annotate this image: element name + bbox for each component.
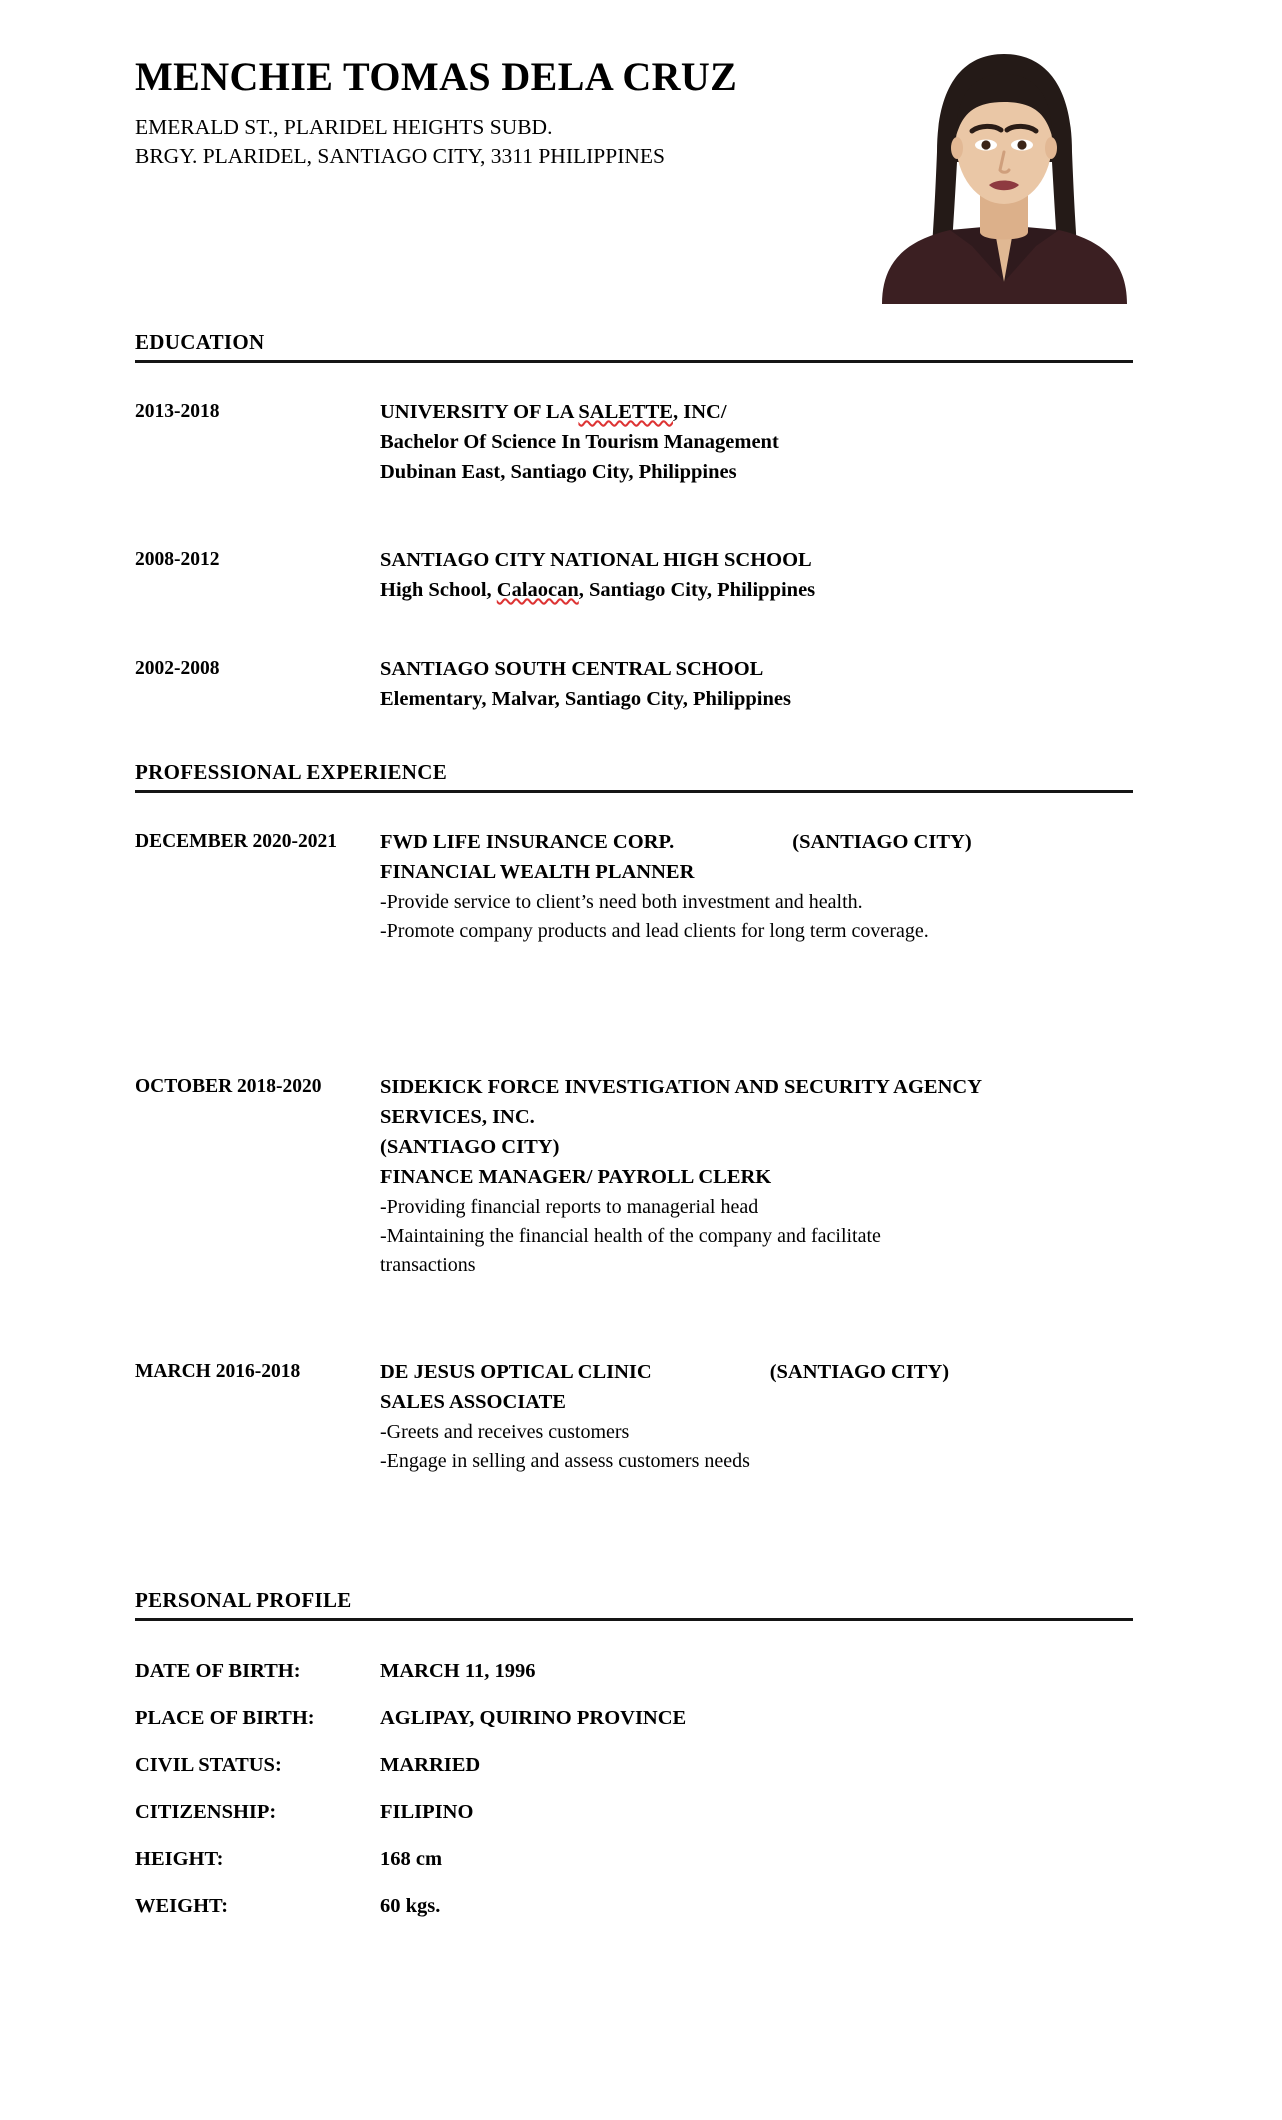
profile-value: MARCH 11, 1996 bbox=[380, 1660, 536, 1682]
education-institution bbox=[380, 398, 1145, 428]
section-professional-experience bbox=[135, 760, 1133, 793]
page-title: MENCHIE TOMAS DELA CRUZ bbox=[135, 54, 738, 99]
experience-duty: -Provide service to client’s need both investment and health. bbox=[380, 890, 863, 913]
education-entry bbox=[135, 398, 1145, 488]
profile-value: 168 cm bbox=[380, 1848, 443, 1870]
education-degree: Bachelor Of Science In Tourism Management bbox=[380, 430, 779, 453]
spellcheck-word: SALETTE bbox=[578, 401, 673, 423]
profile-label: WEIGHT: bbox=[135, 1895, 229, 1917]
profile-label: DATE OF BIRTH: bbox=[135, 1660, 301, 1682]
profile-row bbox=[135, 1799, 1035, 1826]
education-institution: SANTIAGO CITY NATIONAL HIGH SCHOOL bbox=[380, 549, 812, 571]
experience-company bbox=[380, 1358, 985, 1388]
experience-period: DECEMBER 2020-2021 bbox=[135, 831, 338, 852]
experience-entry bbox=[135, 1073, 1145, 1280]
profile-row bbox=[135, 1752, 1035, 1779]
section-personal-profile bbox=[135, 1588, 1133, 1621]
education-location: Elementary, Malvar, Santiago City, Philippines bbox=[380, 687, 791, 710]
experience-entry bbox=[135, 1358, 1145, 1476]
section-divider bbox=[135, 360, 1133, 363]
profile-label: CITIZENSHIP: bbox=[135, 1801, 277, 1823]
experience-role: FINANCIAL WEALTH PLANNER bbox=[380, 860, 695, 883]
experience-company: SIDEKICK FORCE INVESTIGATION AND SECURITY AGENCY SERVICES, INC. bbox=[380, 1076, 982, 1128]
institution-text: UNIVERSITY OF LA bbox=[380, 401, 579, 423]
profile-row bbox=[135, 1658, 1035, 1685]
section-education bbox=[135, 330, 1133, 363]
education-location: Dubinan East, Santiago City, Philippines bbox=[380, 460, 737, 483]
company-location: (SANTIAGO CITY) bbox=[769, 1361, 950, 1383]
section-divider bbox=[135, 1618, 1133, 1621]
profile-value: FILIPINO bbox=[380, 1801, 474, 1823]
experience-company-location: (SANTIAGO CITY) bbox=[380, 1135, 560, 1158]
applicant-portrait-photo bbox=[876, 32, 1133, 304]
location-prefix: High School, bbox=[380, 578, 497, 601]
education-period: 2013-2018 bbox=[135, 401, 220, 422]
address-line-2: BRGY. PLARIDEL, SANTIAGO CITY, 3311 PHILIPPINES bbox=[135, 144, 665, 169]
section-divider bbox=[135, 790, 1133, 793]
profile-value: MARRIED bbox=[380, 1754, 481, 1776]
education-entry bbox=[135, 655, 1145, 715]
experience-role: FINANCE MANAGER/ PAYROLL CLERK bbox=[380, 1165, 772, 1188]
spellcheck-word: Calaocan bbox=[496, 578, 579, 601]
profile-value: 60 kgs. bbox=[380, 1895, 441, 1917]
education-institution: SANTIAGO SOUTH CENTRAL SCHOOL bbox=[380, 658, 764, 680]
address-line-1: EMERALD ST., PLARIDEL HEIGHTS SUBD. bbox=[135, 115, 553, 139]
company-name: FWD LIFE INSURANCE CORP. bbox=[380, 831, 675, 853]
section-title-personal-profile: PERSONAL PROFILE bbox=[135, 1588, 352, 1612]
education-period: 2008-2012 bbox=[135, 549, 220, 570]
experience-duty: -Maintaining the financial health of the company and facilitate transactions bbox=[380, 1224, 881, 1277]
education-entry bbox=[135, 546, 1145, 606]
section-title-education: EDUCATION bbox=[135, 330, 265, 354]
experience-company bbox=[380, 828, 985, 858]
experience-period: OCTOBER 2018-2020 bbox=[135, 1076, 322, 1097]
experience-duty: -Promote company products and lead clients for long term coverage. bbox=[380, 920, 929, 943]
institution-suffix: , INC/ bbox=[672, 401, 727, 423]
profile-value: AGLIPAY, QUIRINO PROVINCE bbox=[380, 1707, 687, 1729]
experience-entry bbox=[135, 828, 1145, 946]
location-suffix: , Santiago City, Philippines bbox=[578, 578, 816, 601]
profile-label: PLACE OF BIRTH: bbox=[135, 1707, 315, 1729]
company-location: (SANTIAGO CITY) bbox=[792, 831, 972, 853]
experience-duty: -Greets and receives customers bbox=[380, 1420, 630, 1443]
education-period: 2002-2008 bbox=[135, 658, 220, 679]
profile-row bbox=[135, 1846, 1035, 1873]
section-title-experience: PROFESSIONAL EXPERIENCE bbox=[135, 760, 448, 784]
profile-row bbox=[135, 1705, 1035, 1732]
profile-label: CIVIL STATUS: bbox=[135, 1754, 282, 1776]
experience-period: MARCH 2016-2018 bbox=[135, 1361, 301, 1382]
education-location bbox=[380, 576, 1145, 606]
experience-role: SALES ASSOCIATE bbox=[380, 1390, 566, 1413]
company-name: DE JESUS OPTICAL CLINIC bbox=[380, 1361, 652, 1383]
experience-duty: -Engage in selling and assess customers needs bbox=[380, 1450, 750, 1473]
profile-row bbox=[135, 1893, 1035, 1920]
experience-duty: -Providing financial reports to managerial head bbox=[380, 1195, 759, 1218]
profile-label: HEIGHT: bbox=[135, 1848, 224, 1870]
